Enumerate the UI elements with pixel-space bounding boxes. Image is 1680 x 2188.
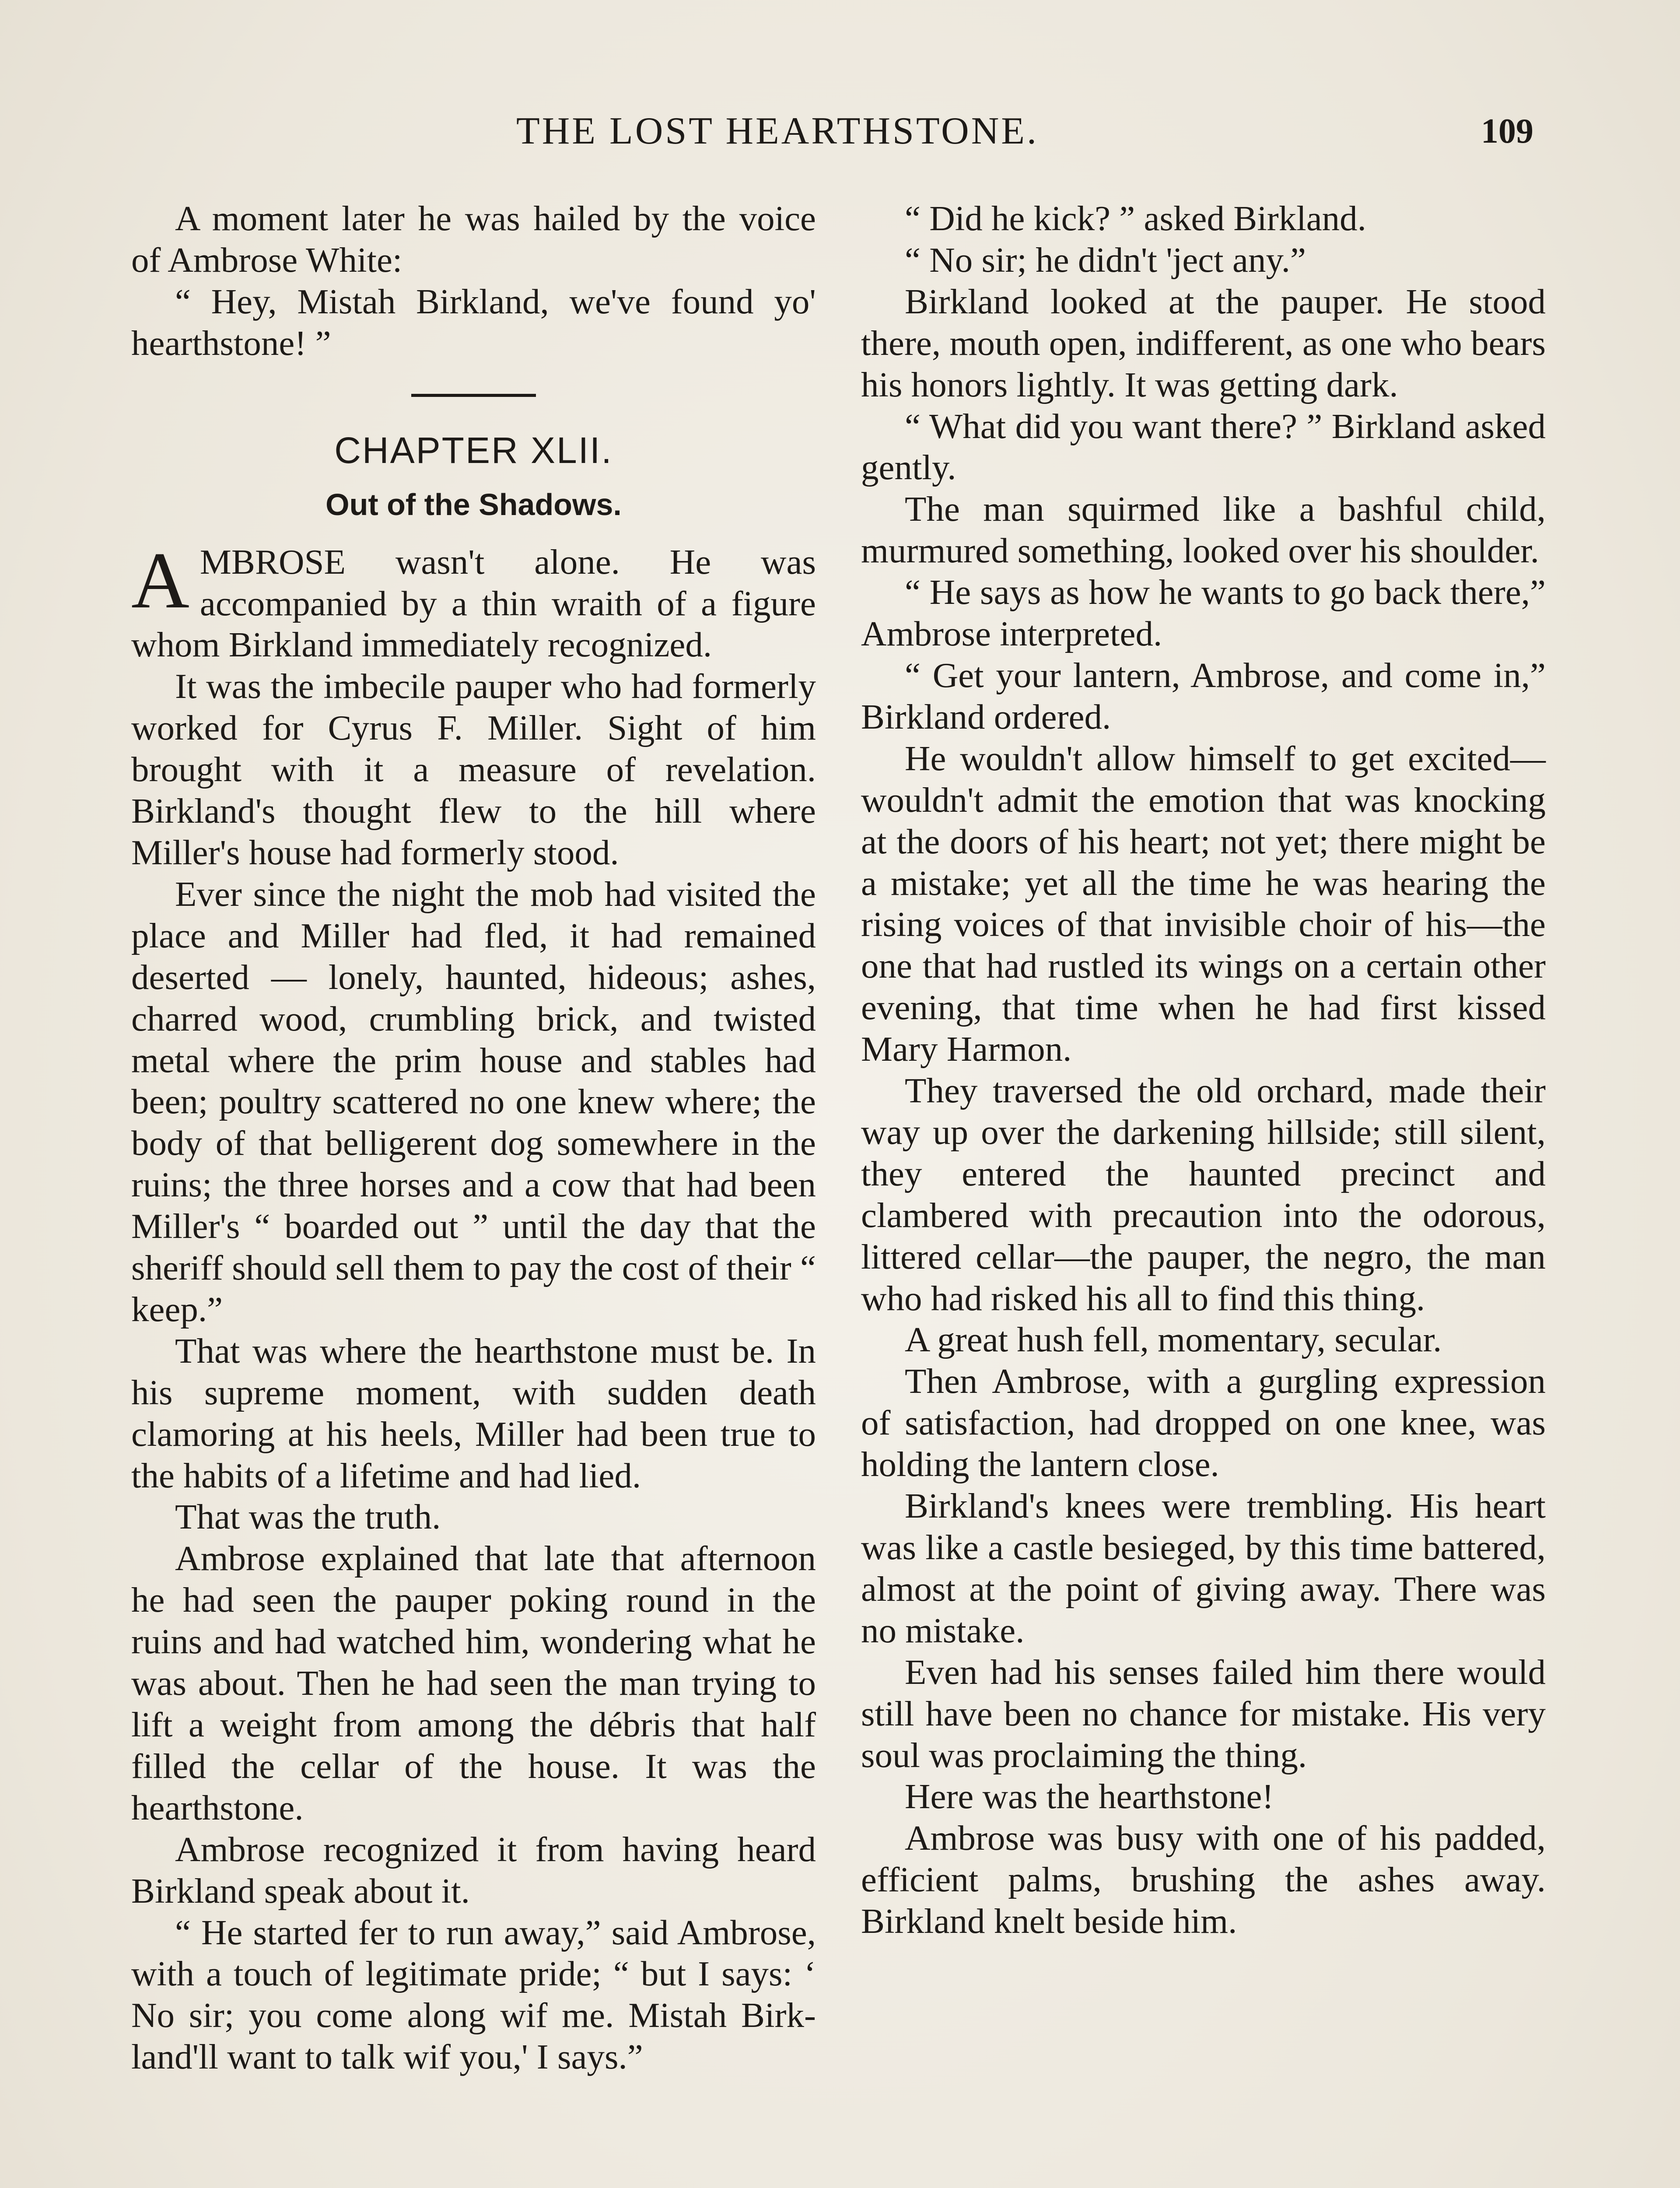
paragraph: It was the imbecile pauper who had formerly worked for Cyrus F. Miller. Sight of him brought with it a measure of revelation. Birkland's thought flew to the hill where Miller's house had formerly stood. <box>131 666 816 872</box>
paragraph: That was where the hearthstone must be. In his supreme moment, with sudden death clamoring at his heels, Miller had been true to the habits of a lifetime and had lied. <box>131 1331 816 1495</box>
opening-paragraph-text: MBROSE wasn't alone. He was accompanied by a thin wraith of a figure whom Birkland immediately recognized. <box>131 542 816 665</box>
paragraph: Birkland's knees were trembling. His heart was like a castle besieged, by this time battered, almost at the point of giving away. There was no mistake. <box>861 1486 1546 1650</box>
right-column <box>861 198 1546 1942</box>
running-title: THE LOST HEARTHSTONE. <box>516 110 1039 152</box>
paragraph: They traversed the old orchard, made their way up over the darkening hillside; still silent, they entered the haunted precinct and clambered with precaution into the odorous, littered cellar—the pauper, the negro, the man who had risked his all to find this thing. <box>861 1071 1546 1318</box>
paragraph: That was the truth. <box>175 1497 441 1537</box>
paragraph: “ Did he kick? ” asked Birkland. <box>905 199 1366 238</box>
paragraph: Ambrose recognized it from having heard Birkland speak about it. <box>131 1829 816 1911</box>
paragraph: Ambrose explained that late that afternoon he had seen the pauper poking round in the ruins and had watched him, wondering what he was about. Then he had seen the man trying to lift a weight from among the débris that half filled the cellar of the house. It was the hearthstone. <box>131 1539 816 1827</box>
chapter-heading: CHAPTER XLII. <box>334 429 613 471</box>
paragraph: “ What did you want there? ” Birkland asked gently. <box>861 406 1546 487</box>
paragraph: Even had his senses failed him there would still have been no chance for mistake. His very soul was proclaiming the thing. <box>861 1652 1546 1775</box>
paragraph: Ambrose was busy with one of his padded, efficient palms, brushing the ashes away. Birkland knelt beside him. <box>861 1818 1546 1941</box>
paragraph: A great hush fell, momentary, secular. <box>905 1320 1442 1360</box>
paragraph: A moment later he was hailed by the voice of Ambrose White: <box>131 199 816 280</box>
paragraph: “ He started fer to run away,” said Ambrose, with a touch of legitimate pride; “ but I says: ‘ No sir; you come along wif me. Mistah Birkland'll want to talk wif you,' I says.” <box>131 1912 816 2077</box>
chapter-subtitle: Out of the Shadows. <box>326 487 622 522</box>
running-head <box>0 107 1680 155</box>
paragraph: “ Hey, Mistah Birkland, we've found yo' hearthstone! ” <box>131 281 816 363</box>
paragraph: Ever since the night the mob had visited the place and Miller had fled, it had remained deserted — lonely, haunted, hideous; ashes, charred wood, crumbling brick, and twisted metal where the prim house and stables had been; poultry scattered no one knew where; the body of that belligerent dog somewhere in the ruins; the three horses and a cow that had been Miller's “ boarded out ” until the day that the sheriff should sell them to pay the cost of their “ keep.” <box>131 874 816 1329</box>
paragraph: “ No sir; he didn't 'ject any.” <box>905 240 1306 280</box>
section-divider <box>411 394 536 397</box>
paragraph: “ Get your lantern, Ambrose, and come in,” Birkland ordered. <box>861 655 1546 736</box>
paragraph: “ He says as how he wants to go back there,” Ambrose interpreted. <box>861 572 1546 654</box>
page-number: 109 <box>1481 112 1533 151</box>
left-column <box>131 198 816 2078</box>
drop-cap: A <box>131 535 189 625</box>
paragraph: Here was the hearthstone! <box>905 1777 1274 1816</box>
paragraph: He wouldn't allow himself to get excited—wouldn't admit the emotion that was knocking at the doors of his heart; not yet; there might be a mistake; yet all the time he was hearing the rising voices of that invisible choir of his—the one that had rustled its wings on a certain other evening, that time when he had first kissed Mary Harmon. <box>861 738 1546 1069</box>
paragraph: Birkland looked at the pauper. He stood there, mouth open, indifferent, as one who bears his honors lightly. It was getting dark. <box>861 281 1546 404</box>
opening-paragraph <box>131 535 816 666</box>
paragraph: Then Ambrose, with a gurgling expression of satisfaction, had dropped on one knee, was holding the lantern close. <box>861 1361 1546 1484</box>
paragraph: The man squirmed like a bashful child, murmured something, looked over his shoulder. <box>861 489 1546 571</box>
